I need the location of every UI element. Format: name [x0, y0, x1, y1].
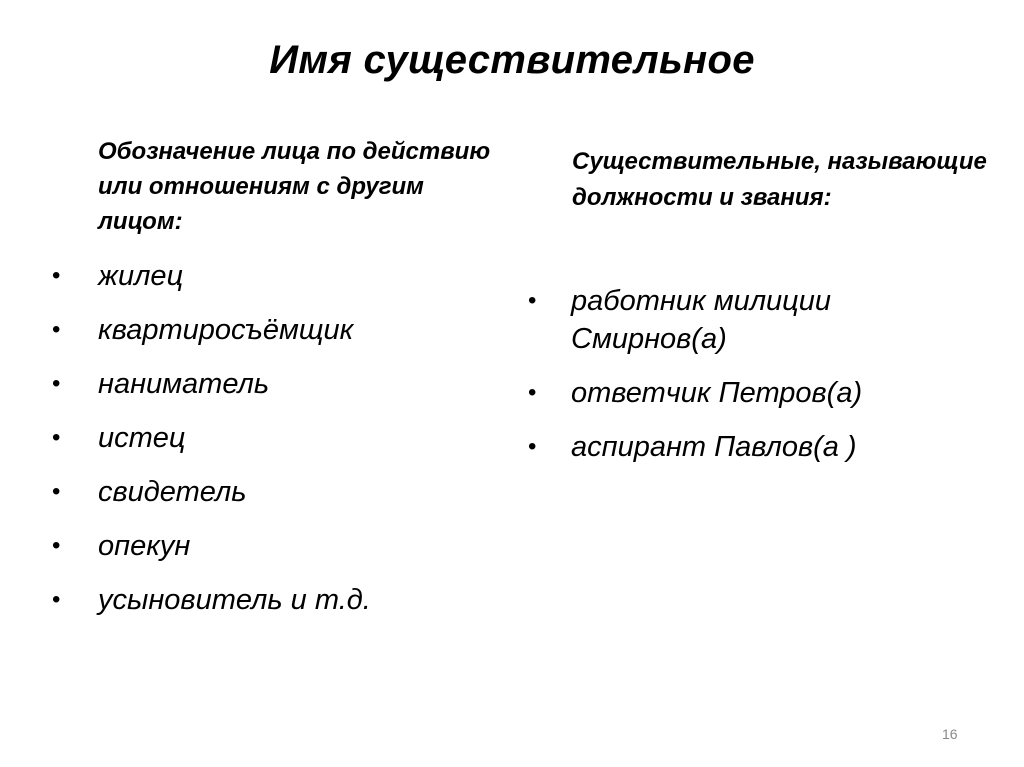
- right-column-heading: Существительные, называющие должности и звания:: [572, 148, 987, 211]
- bullet-icon: •: [52, 370, 61, 397]
- list-item: • жилец: [52, 260, 184, 292]
- bullet-icon: •: [52, 424, 61, 451]
- bullet-icon: •: [52, 586, 61, 613]
- bullet-icon: •: [528, 433, 537, 460]
- bullet-icon: •: [52, 532, 61, 559]
- slide-number: 16: [942, 726, 958, 742]
- list-item: • истец: [52, 422, 186, 454]
- list-item: • усыновитель и т.д.: [52, 584, 371, 616]
- list-item: • свидетель: [52, 476, 247, 508]
- list-item: • опекун: [52, 530, 191, 562]
- bullet-icon: •: [528, 287, 537, 314]
- left-column-list: [52, 259, 492, 617]
- right-column: [528, 144, 988, 482]
- right-column-list: [528, 282, 988, 466]
- list-item: • работник милиции Смирнов(а): [528, 282, 988, 358]
- slide-title: Имя существительное: [269, 38, 755, 82]
- bullet-icon: •: [52, 262, 61, 289]
- list-item: • наниматель: [52, 368, 270, 400]
- bullet-icon: •: [52, 316, 61, 343]
- bullet-icon: •: [52, 478, 61, 505]
- left-column-heading: Обозначение лица по действию или отношениям с другим лицом:: [98, 138, 491, 235]
- list-item: • ответчик Петров(а): [528, 374, 988, 412]
- list-item: • аспирант Павлов(а ): [528, 428, 988, 466]
- left-column: [52, 134, 492, 637]
- bullet-icon: •: [528, 379, 537, 406]
- list-item: • квартиросъёмщик: [52, 314, 354, 346]
